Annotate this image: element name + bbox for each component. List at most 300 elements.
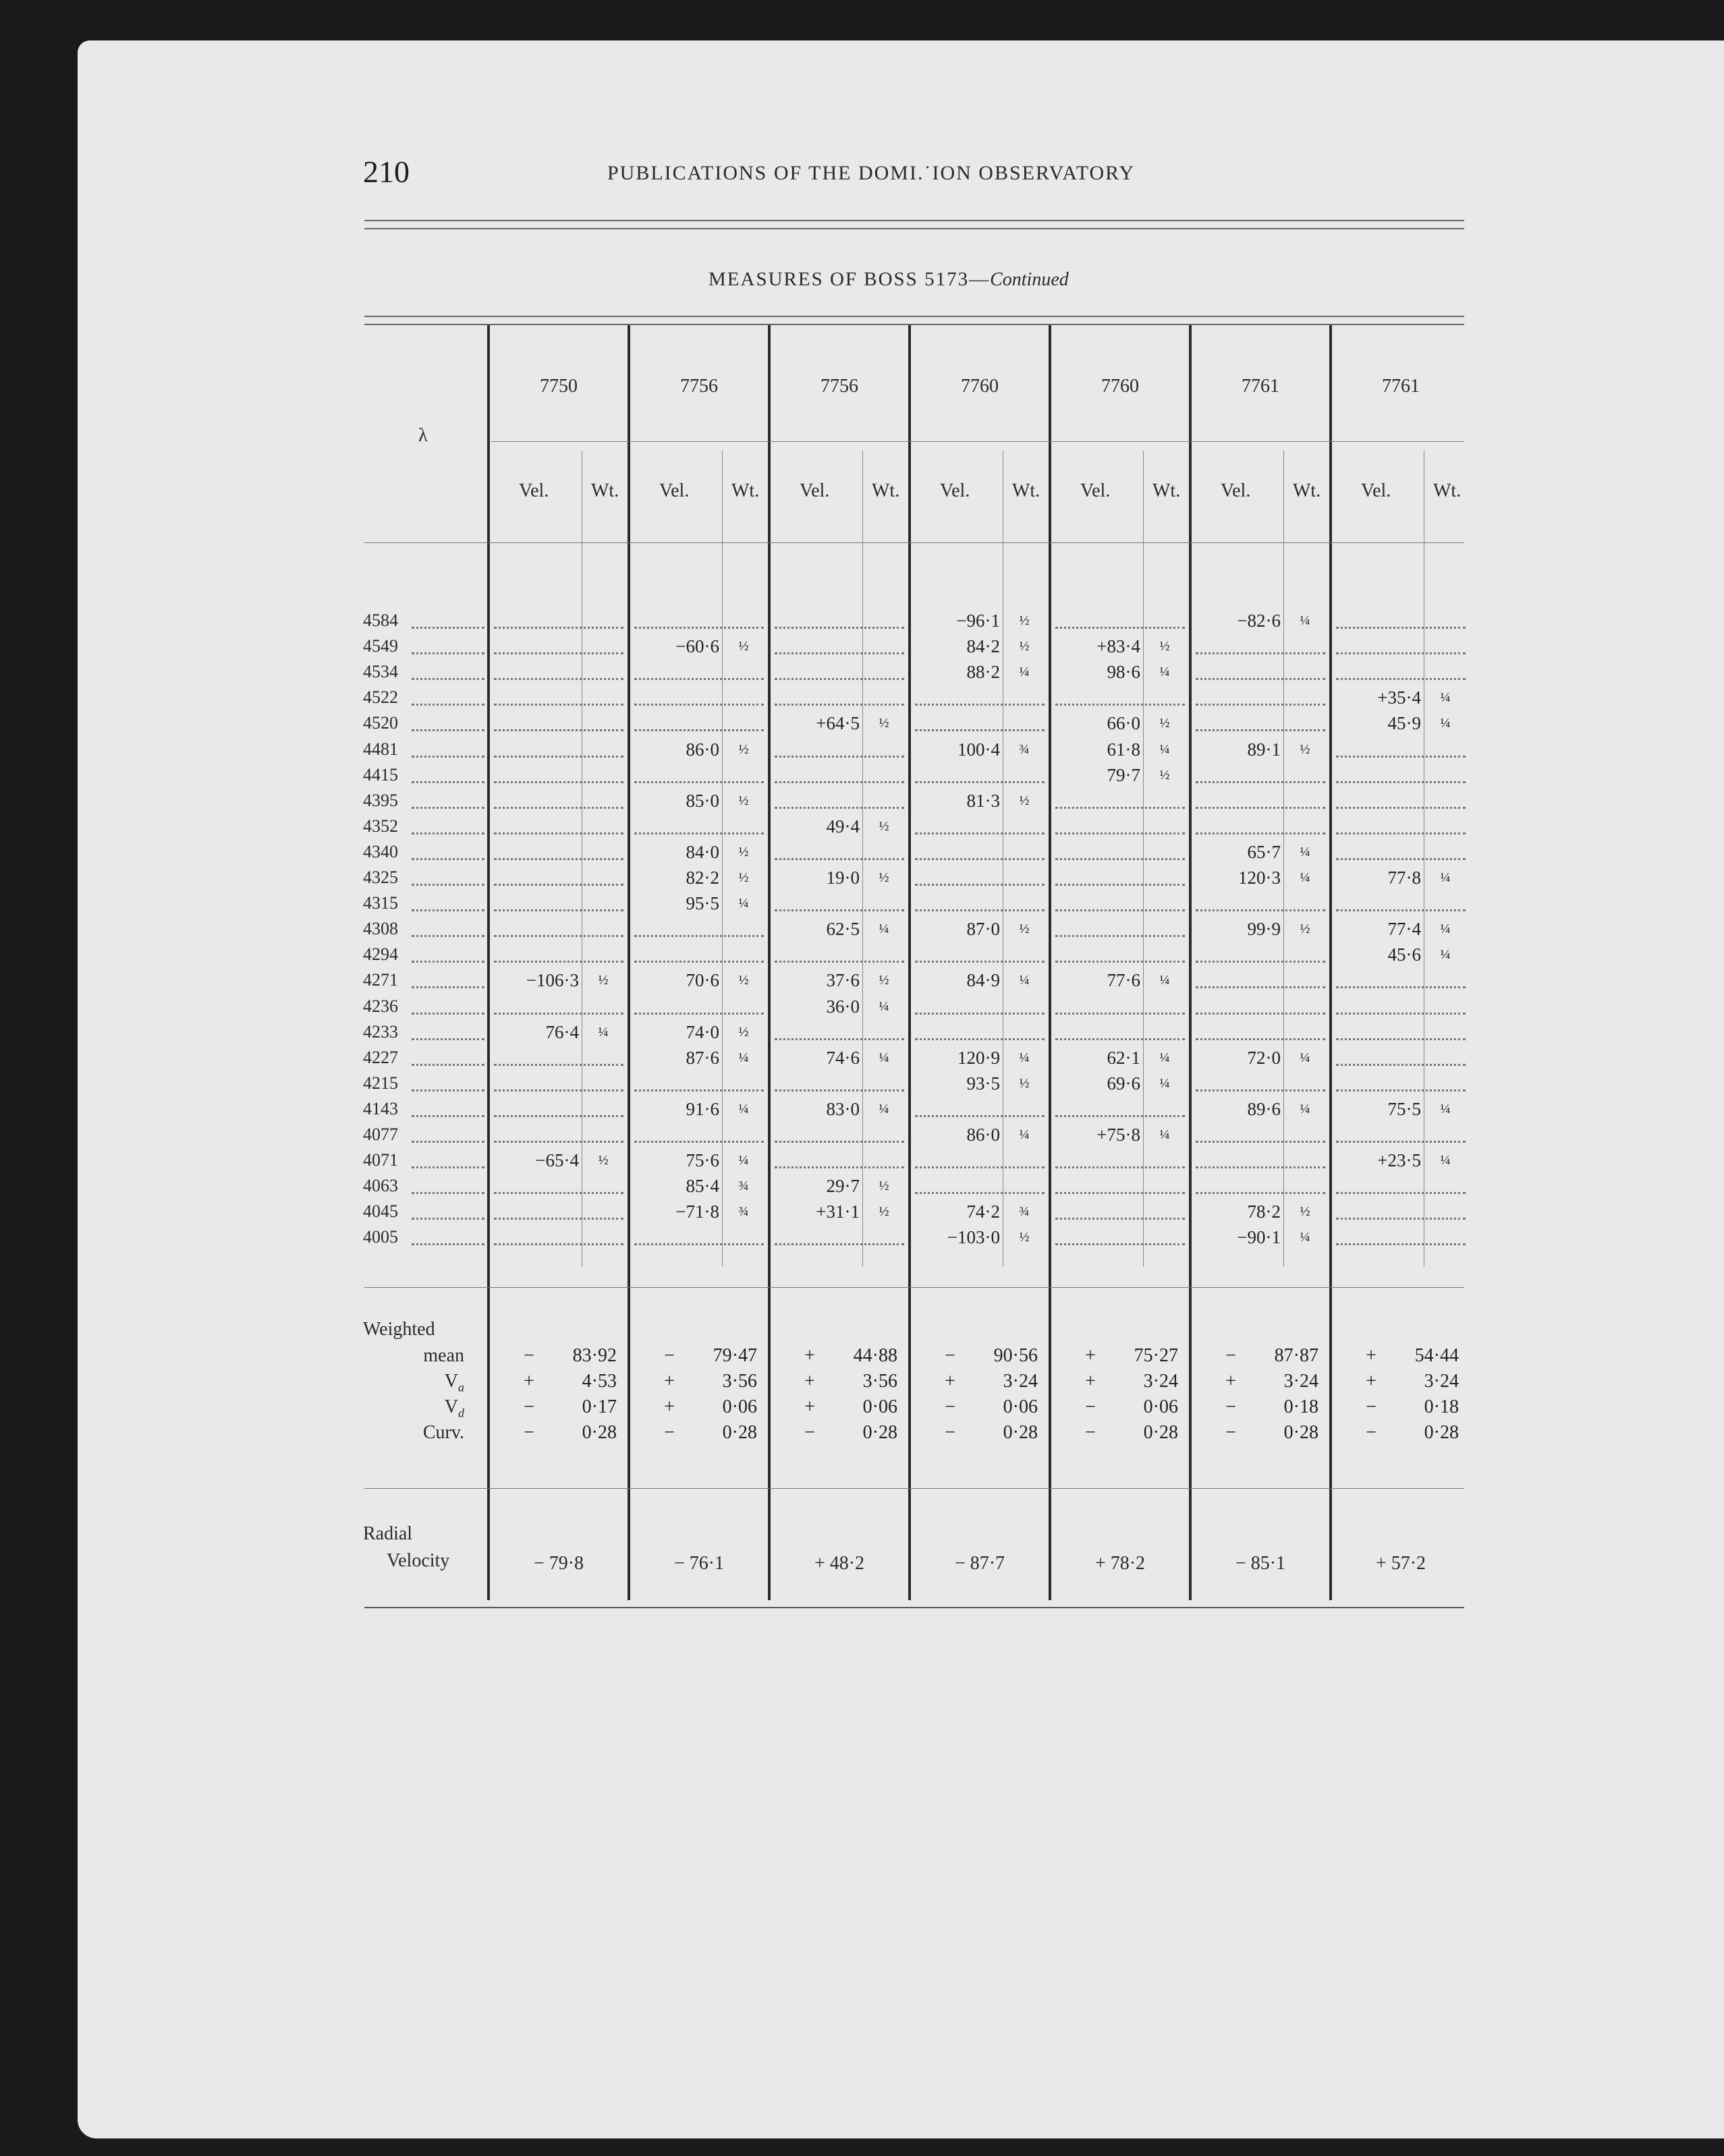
empty-cell-leader bbox=[1196, 807, 1325, 809]
empty-cell-leader bbox=[1336, 1038, 1466, 1040]
wavelength-label: 4340 bbox=[363, 841, 398, 861]
wavelength-label: 4294 bbox=[363, 944, 398, 965]
weight-value: ½ bbox=[1019, 639, 1030, 654]
vel-header: Vel. bbox=[659, 480, 690, 501]
radial-velocity-value: − 79·8 bbox=[533, 1553, 584, 1574]
summary-value: 3·56 bbox=[862, 1371, 897, 1392]
weight-value: ¼ bbox=[1440, 1101, 1451, 1116]
weight-value: ¼ bbox=[1300, 1230, 1310, 1245]
vel-wt-divider bbox=[1283, 451, 1284, 1267]
weight-value: ¼ bbox=[1159, 664, 1170, 680]
summary-value: 0·28 bbox=[1424, 1422, 1459, 1443]
velocity-value: 85·4 bbox=[686, 1176, 719, 1197]
summary-value: 3·24 bbox=[1424, 1371, 1459, 1392]
weight-value: ½ bbox=[1019, 1075, 1030, 1091]
empty-cell-leader bbox=[634, 935, 764, 937]
velocity-value: 120·3 bbox=[1238, 868, 1281, 888]
empty-cell-leader bbox=[494, 858, 623, 860]
velocity-value: 76·4 bbox=[545, 1021, 579, 1042]
weight-value: ¼ bbox=[879, 1101, 889, 1116]
empty-cell-leader bbox=[634, 678, 764, 680]
wavelength-label: 4549 bbox=[363, 636, 398, 656]
empty-cell-leader bbox=[634, 1243, 764, 1245]
plate-number: 7756 bbox=[680, 376, 718, 397]
empty-cell-leader bbox=[634, 961, 764, 963]
plate-number: 7761 bbox=[1242, 376, 1279, 397]
wavelength-label: 4534 bbox=[363, 662, 398, 682]
velocity-value: +35·4 bbox=[1377, 687, 1421, 708]
plate-number: 7750 bbox=[540, 376, 578, 397]
empty-cell-leader bbox=[775, 1038, 904, 1040]
empty-cell-leader bbox=[1336, 1243, 1466, 1245]
radial-velocity-value: − 85·1 bbox=[1235, 1553, 1286, 1574]
summary-label: Curv. bbox=[422, 1422, 464, 1443]
radial-velocity-value: − 76·1 bbox=[673, 1553, 725, 1574]
wavelength-leader bbox=[412, 756, 484, 758]
summary-value: 83·92 bbox=[572, 1345, 617, 1366]
wavelength-leader bbox=[412, 935, 484, 937]
table-bottom-rule bbox=[364, 1607, 1464, 1608]
velocity-value: 45·6 bbox=[1387, 944, 1421, 965]
velocity-value: 78·2 bbox=[1247, 1201, 1281, 1222]
empty-cell-leader bbox=[775, 1166, 904, 1168]
wavelength-label: 4520 bbox=[363, 713, 398, 733]
weight-value: ¼ bbox=[1300, 613, 1310, 628]
empty-cell-leader bbox=[1196, 832, 1325, 834]
empty-cell-leader bbox=[915, 1166, 1045, 1168]
wavelength-label: 4481 bbox=[363, 739, 398, 759]
weight-value: ½ bbox=[1300, 1204, 1310, 1220]
column-divider bbox=[1189, 325, 1192, 1600]
empty-cell-leader bbox=[775, 704, 904, 706]
wavelength-leader bbox=[412, 1089, 484, 1091]
weight-value: ¾ bbox=[738, 1179, 749, 1194]
summary-sign: − bbox=[945, 1422, 955, 1443]
velocity-value: +23·5 bbox=[1377, 1150, 1421, 1171]
summary-end-rule bbox=[364, 1488, 1464, 1489]
empty-cell-leader bbox=[1336, 1089, 1466, 1091]
summary-value: 4·53 bbox=[582, 1371, 617, 1392]
wavelength-label: 4215 bbox=[363, 1073, 398, 1093]
summary-value: 75·27 bbox=[1134, 1345, 1178, 1366]
velocity-value: −71·8 bbox=[675, 1201, 719, 1222]
summary-value: 0·28 bbox=[582, 1422, 617, 1443]
velocity-value: 66·0 bbox=[1107, 713, 1140, 734]
summary-sign: + bbox=[1366, 1345, 1377, 1366]
empty-cell-leader bbox=[1055, 1243, 1185, 1245]
empty-cell-leader bbox=[634, 832, 764, 834]
weight-value: ¼ bbox=[1159, 973, 1170, 988]
weight-value: ½ bbox=[879, 1179, 889, 1194]
weight-value: ½ bbox=[738, 870, 749, 885]
empty-cell-leader bbox=[1055, 704, 1185, 706]
weight-value: ½ bbox=[738, 1024, 749, 1040]
weight-value: ¼ bbox=[1019, 1050, 1030, 1065]
summary-sign: + bbox=[524, 1371, 534, 1392]
empty-cell-leader bbox=[915, 832, 1045, 834]
radial-velocity-value: − 87·7 bbox=[954, 1553, 1005, 1574]
velocity-value: 99·9 bbox=[1247, 919, 1281, 940]
empty-cell-leader bbox=[915, 909, 1045, 911]
vel-header: Vel. bbox=[1080, 480, 1111, 501]
empty-cell-leader bbox=[1196, 1013, 1325, 1015]
velocity-value: 74·6 bbox=[826, 1047, 860, 1068]
weight-value: ¼ bbox=[1019, 973, 1030, 988]
wavelength-label: 4308 bbox=[363, 919, 398, 939]
empty-cell-leader bbox=[1336, 1013, 1466, 1015]
empty-cell-leader bbox=[494, 1064, 623, 1066]
weight-value: ¼ bbox=[738, 896, 749, 911]
velocity-value: −103·0 bbox=[947, 1227, 1000, 1248]
summary-value: 87·87 bbox=[1274, 1345, 1318, 1366]
empty-cell-leader bbox=[1336, 858, 1466, 860]
velocity-value: −106·3 bbox=[526, 970, 579, 991]
velocity-value: −90·1 bbox=[1237, 1227, 1281, 1248]
empty-cell-leader bbox=[775, 756, 904, 758]
summary-sign: + bbox=[804, 1345, 815, 1366]
empty-cell-leader bbox=[1055, 627, 1185, 629]
wavelength-leader bbox=[412, 1115, 484, 1117]
weight-value: ½ bbox=[1159, 716, 1170, 731]
wavelength-leader bbox=[412, 1218, 484, 1220]
summary-sign: − bbox=[524, 1396, 534, 1417]
empty-cell-leader bbox=[1196, 986, 1325, 988]
empty-cell-leader bbox=[1336, 807, 1466, 809]
weight-value: ½ bbox=[738, 973, 749, 988]
weight-value: ¼ bbox=[1300, 1050, 1310, 1065]
wt-header: Wt. bbox=[1433, 480, 1462, 501]
summary-sign: + bbox=[1366, 1371, 1377, 1392]
velocity-value: −96·1 bbox=[956, 611, 1000, 631]
empty-cell-leader bbox=[494, 1218, 623, 1220]
weight-value: ¼ bbox=[879, 1050, 889, 1065]
weight-value: ½ bbox=[1019, 793, 1030, 808]
velocity-value: 61·8 bbox=[1107, 739, 1140, 760]
summary-label: Weighted bbox=[363, 1319, 435, 1340]
weight-value: ¼ bbox=[738, 1050, 749, 1065]
wt-header: Wt. bbox=[1152, 480, 1181, 501]
empty-cell-leader bbox=[915, 1038, 1045, 1040]
wt-header: Wt. bbox=[872, 480, 900, 501]
empty-cell-leader bbox=[1196, 678, 1325, 680]
weight-value: ¼ bbox=[1440, 690, 1451, 706]
weight-value: ¾ bbox=[1019, 741, 1030, 757]
weight-value: ½ bbox=[738, 639, 749, 654]
empty-cell-leader bbox=[915, 961, 1045, 963]
empty-cell-leader bbox=[1196, 729, 1325, 731]
weight-value: ¼ bbox=[1300, 844, 1310, 859]
empty-cell-leader bbox=[1055, 884, 1185, 886]
summary-sign: − bbox=[1085, 1396, 1096, 1417]
empty-cell-leader bbox=[494, 781, 623, 783]
empty-cell-leader bbox=[1336, 909, 1466, 911]
empty-cell-leader bbox=[634, 627, 764, 629]
empty-cell-leader bbox=[494, 729, 623, 731]
empty-cell-leader bbox=[775, 858, 904, 860]
velocity-value: 65·7 bbox=[1247, 841, 1281, 862]
empty-cell-leader bbox=[1055, 935, 1185, 937]
empty-cell-leader bbox=[1196, 1038, 1325, 1040]
wavelength-leader bbox=[412, 909, 484, 911]
summary-sign: − bbox=[1225, 1396, 1236, 1417]
velocity-value: 83·0 bbox=[826, 1098, 860, 1119]
wavelength-label: 4315 bbox=[363, 893, 398, 913]
summary-sign: − bbox=[1085, 1422, 1096, 1443]
empty-cell-leader bbox=[494, 1013, 623, 1015]
empty-cell-leader bbox=[494, 652, 623, 654]
empty-cell-leader bbox=[1336, 1218, 1466, 1220]
empty-cell-leader bbox=[494, 704, 623, 706]
wavelength-label: 4522 bbox=[363, 687, 398, 708]
wt-header: Wt. bbox=[1293, 480, 1321, 501]
wavelength-leader bbox=[412, 678, 484, 680]
summary-value: 54·44 bbox=[1414, 1345, 1459, 1366]
weight-value: ½ bbox=[879, 973, 889, 988]
empty-cell-leader bbox=[494, 678, 623, 680]
column-divider bbox=[628, 325, 630, 1600]
empty-cell-leader bbox=[634, 704, 764, 706]
wavelength-label: 4063 bbox=[363, 1176, 398, 1196]
empty-cell-leader bbox=[1055, 1038, 1185, 1040]
weight-value: ¼ bbox=[1019, 1127, 1030, 1142]
wavelength-leader bbox=[412, 627, 484, 629]
empty-cell-leader bbox=[1055, 858, 1185, 860]
weight-value: ½ bbox=[1159, 639, 1170, 654]
velocity-label: Velocity bbox=[387, 1550, 450, 1571]
empty-cell-leader bbox=[775, 1089, 904, 1091]
summary-value: 0·28 bbox=[1283, 1422, 1318, 1443]
summary-value: 0·28 bbox=[862, 1422, 897, 1443]
empty-cell-leader bbox=[634, 1141, 764, 1143]
empty-cell-leader bbox=[775, 652, 904, 654]
weight-value: ¾ bbox=[738, 1204, 749, 1220]
summary-value: 0·06 bbox=[862, 1396, 897, 1417]
summary-sign: − bbox=[804, 1422, 815, 1443]
velocity-value: +83·4 bbox=[1096, 636, 1140, 657]
weight-value: ½ bbox=[738, 793, 749, 808]
weight-value: ¼ bbox=[1300, 1101, 1310, 1116]
empty-cell-leader bbox=[634, 1013, 764, 1015]
radial-velocity-value: + 57·2 bbox=[1375, 1553, 1426, 1574]
empty-cell-leader bbox=[1336, 832, 1466, 834]
table-rule-top-1 bbox=[364, 316, 1464, 317]
weight-value: ¼ bbox=[738, 1153, 749, 1168]
weight-value: ¼ bbox=[1159, 1127, 1170, 1142]
summary-sign: − bbox=[524, 1345, 534, 1366]
wavelength-leader bbox=[412, 884, 484, 886]
wavelength-leader bbox=[412, 781, 484, 783]
velocity-value: 91·6 bbox=[686, 1098, 719, 1119]
velocity-value: 79·7 bbox=[1107, 764, 1140, 785]
vel-header: Vel. bbox=[940, 480, 970, 501]
velocity-value: 81·3 bbox=[966, 790, 1000, 811]
wavelength-leader bbox=[412, 1192, 484, 1194]
vel-header: Vel. bbox=[1361, 480, 1391, 501]
summary-value: 3·24 bbox=[1283, 1371, 1318, 1392]
weight-value: ½ bbox=[598, 973, 609, 988]
velocity-value: 84·0 bbox=[686, 841, 719, 862]
empty-cell-leader bbox=[494, 756, 623, 758]
velocity-value: 77·6 bbox=[1107, 970, 1140, 991]
summary-sign: − bbox=[1366, 1396, 1377, 1417]
weight-value: ½ bbox=[738, 844, 749, 859]
velocity-value: −65·4 bbox=[535, 1150, 579, 1171]
velocity-value: 36·0 bbox=[826, 996, 860, 1017]
weight-value: ¼ bbox=[1159, 741, 1170, 757]
summary-sign: − bbox=[945, 1345, 955, 1366]
empty-cell-leader bbox=[915, 1115, 1045, 1117]
summary-sign: − bbox=[945, 1396, 955, 1417]
empty-cell-leader bbox=[775, 1243, 904, 1245]
wavelength-label: 4143 bbox=[363, 1098, 398, 1118]
velocity-value: 69·6 bbox=[1107, 1073, 1140, 1094]
weight-value: ¼ bbox=[1159, 1075, 1170, 1091]
empty-cell-leader bbox=[1055, 1115, 1185, 1117]
summary-value: 44·88 bbox=[853, 1345, 897, 1366]
velocity-value: 85·0 bbox=[686, 790, 719, 811]
summary-sign: + bbox=[804, 1371, 815, 1392]
summary-label: $V_d$ bbox=[444, 1396, 464, 1420]
weight-value: ¼ bbox=[879, 998, 889, 1014]
wavelength-label: 4077 bbox=[363, 1125, 398, 1144]
wavelength-leader bbox=[412, 704, 484, 706]
wavelength-label: 4271 bbox=[363, 970, 398, 990]
velocity-value: 77·8 bbox=[1387, 868, 1421, 888]
empty-cell-leader bbox=[1196, 704, 1325, 706]
empty-cell-leader bbox=[1055, 832, 1185, 834]
weight-value: ½ bbox=[1159, 767, 1170, 783]
velocity-value: 120·9 bbox=[957, 1047, 1000, 1068]
velocity-value: 86·0 bbox=[686, 739, 719, 760]
wavelength-leader bbox=[412, 1013, 484, 1015]
velocity-value: 72·0 bbox=[1247, 1047, 1281, 1068]
empty-cell-leader bbox=[1196, 909, 1325, 911]
empty-cell-leader bbox=[1055, 807, 1185, 809]
empty-cell-leader bbox=[775, 909, 904, 911]
empty-cell-leader bbox=[1336, 678, 1466, 680]
empty-cell-leader bbox=[1336, 652, 1466, 654]
summary-sign: + bbox=[1225, 1371, 1236, 1392]
weight-value: ¼ bbox=[1159, 1050, 1170, 1065]
weight-value: ¼ bbox=[1300, 870, 1310, 885]
velocity-value: −82·6 bbox=[1237, 611, 1281, 631]
summary-value: 0·18 bbox=[1424, 1396, 1459, 1417]
wavelength-label: 4233 bbox=[363, 1021, 398, 1042]
velocity-value: 89·6 bbox=[1247, 1098, 1281, 1119]
empty-cell-leader bbox=[1055, 1218, 1185, 1220]
summary-value: 0·06 bbox=[1143, 1396, 1178, 1417]
weight-value: ¼ bbox=[1440, 716, 1451, 731]
empty-cell-leader bbox=[1336, 781, 1466, 783]
column-divider bbox=[487, 325, 490, 1600]
wavelength-label: 4352 bbox=[363, 816, 398, 836]
empty-cell-leader bbox=[1336, 1192, 1466, 1194]
weight-value: ½ bbox=[1300, 921, 1310, 937]
velocity-value: 19·0 bbox=[826, 868, 860, 888]
velocity-value: 74·2 bbox=[966, 1201, 1000, 1222]
velocity-value: 87·6 bbox=[686, 1047, 719, 1068]
summary-sign: + bbox=[804, 1396, 815, 1417]
velocity-value: 93·5 bbox=[966, 1073, 1000, 1094]
summary-label-subscript: d bbox=[458, 1406, 464, 1420]
weight-value: ½ bbox=[879, 716, 889, 731]
summary-value: 90·56 bbox=[993, 1345, 1038, 1366]
empty-cell-leader bbox=[494, 627, 623, 629]
wavelength-label: 4325 bbox=[363, 868, 398, 887]
empty-cell-leader bbox=[915, 729, 1045, 731]
empty-cell-leader bbox=[915, 1192, 1045, 1194]
radial-label: Radial bbox=[363, 1523, 413, 1544]
vel-wt-divider bbox=[722, 451, 723, 1267]
wt-header: Wt. bbox=[1012, 480, 1040, 501]
velocity-value: 86·0 bbox=[966, 1125, 1000, 1145]
velocity-value: 84·9 bbox=[966, 970, 1000, 991]
wavelength-leader bbox=[412, 1166, 484, 1168]
wavelength-leader bbox=[412, 986, 484, 988]
summary-value: 0·18 bbox=[1283, 1396, 1318, 1417]
wavelength-leader bbox=[412, 1141, 484, 1143]
summary-sign: + bbox=[664, 1396, 675, 1417]
wavelength-label: 4415 bbox=[363, 764, 398, 785]
summary-sign: + bbox=[664, 1371, 675, 1392]
empty-cell-leader bbox=[1055, 1166, 1185, 1168]
empty-cell-leader bbox=[775, 678, 904, 680]
column-divider bbox=[908, 325, 911, 1600]
empty-cell-leader bbox=[775, 1141, 904, 1143]
empty-cell-leader bbox=[775, 807, 904, 809]
wavelength-leader bbox=[412, 1243, 484, 1245]
weight-value: ½ bbox=[879, 818, 889, 834]
radial-velocity-value: + 48·2 bbox=[814, 1553, 865, 1574]
summary-sign: − bbox=[1225, 1345, 1236, 1366]
velocity-value: 89·1 bbox=[1247, 739, 1281, 760]
empty-cell-leader bbox=[494, 935, 623, 937]
velocity-value: +31·1 bbox=[816, 1201, 860, 1222]
wavelength-leader bbox=[412, 807, 484, 809]
weight-value: ¼ bbox=[1440, 947, 1451, 963]
empty-cell-leader bbox=[1196, 1192, 1325, 1194]
wavelength-label: 4395 bbox=[363, 790, 398, 810]
empty-cell-leader bbox=[775, 961, 904, 963]
lambda-header: λ bbox=[418, 425, 428, 446]
velocity-value: 70·6 bbox=[686, 970, 719, 991]
empty-cell-leader bbox=[775, 781, 904, 783]
velocity-value: 88·2 bbox=[966, 662, 1000, 683]
empty-cell-leader bbox=[915, 781, 1045, 783]
summary-sign: − bbox=[664, 1345, 675, 1366]
empty-cell-leader bbox=[915, 704, 1045, 706]
plate-number: 7761 bbox=[1382, 376, 1420, 397]
wt-header: Wt. bbox=[591, 480, 619, 501]
empty-cell-leader bbox=[634, 1089, 764, 1091]
empty-cell-leader bbox=[494, 807, 623, 809]
weight-value: ½ bbox=[879, 870, 889, 885]
summary-sign: − bbox=[1225, 1422, 1236, 1443]
wavelength-leader bbox=[412, 1064, 484, 1066]
velocity-value: 95·5 bbox=[686, 893, 719, 914]
radial-velocity-value: + 78·2 bbox=[1094, 1553, 1146, 1574]
table-rule-top-2 bbox=[364, 324, 1464, 325]
empty-cell-leader bbox=[634, 781, 764, 783]
empty-cell-leader bbox=[1196, 652, 1325, 654]
summary-value: 79·47 bbox=[713, 1345, 757, 1366]
velocity-value: 87·0 bbox=[966, 919, 1000, 940]
wavelength-label: 4236 bbox=[363, 996, 398, 1016]
weight-value: ¼ bbox=[1019, 664, 1030, 680]
empty-cell-leader bbox=[1336, 1141, 1466, 1143]
plate-number: 7760 bbox=[961, 376, 999, 397]
wavelength-label: 4005 bbox=[363, 1227, 398, 1247]
